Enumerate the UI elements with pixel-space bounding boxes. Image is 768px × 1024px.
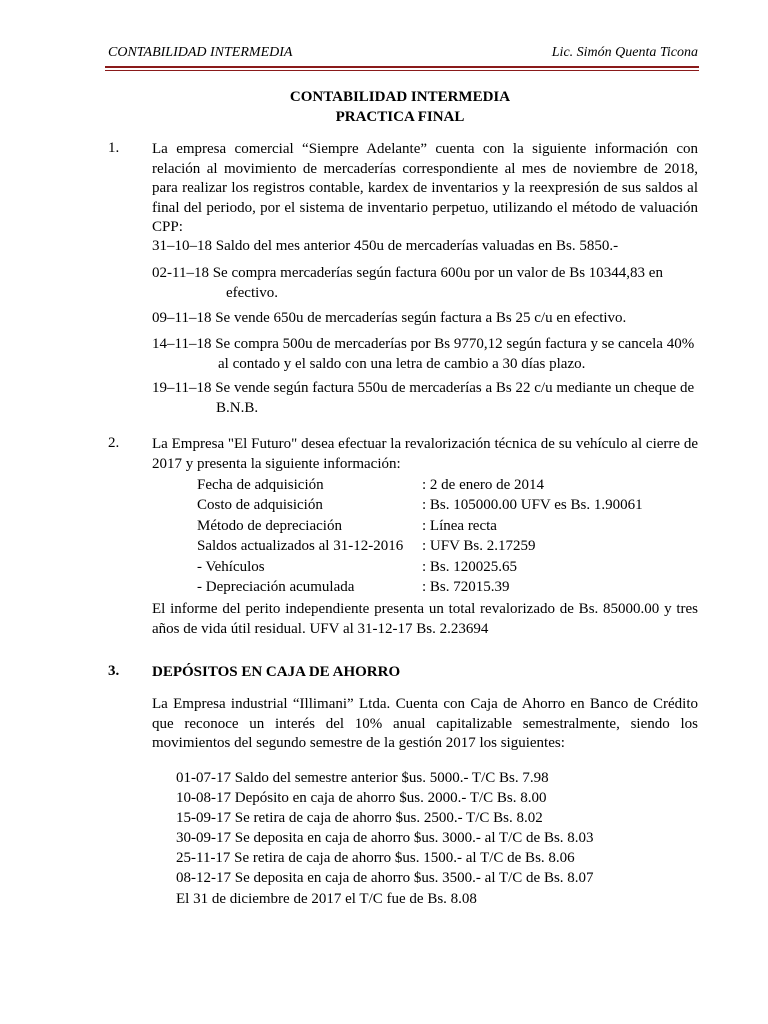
q1-entry-3-line: 09–11–18 Se vende 650u de mercaderías según factura a Bs 25 c/u en efectivo. (152, 310, 627, 326)
q2-intro: La Empresa "El Futuro" desea efectuar la revalorización técnica de su vehículo al cierre de 2017 y presenta la siguiente información: (152, 436, 698, 472)
page-header (108, 45, 698, 61)
q2-row-label: Saldos actualizados al 31-12-2016 (197, 538, 404, 554)
q2-row-label: Fecha de adquisición (197, 477, 324, 493)
q1-entry-3 (152, 309, 712, 329)
q3-intro: La Empresa industrial “Illimani” Ltda. Cuenta con Caja de Ahorro en Banco de Crédito que reconoce un interés del 10% anual capitalizable semestralmente, siendo los movimientos del segundo semestre de la gestión 2017 los siguientes: (152, 696, 698, 751)
q1-entry-5-line: 19–11–18 Se vende según factura 550u de mercaderías a Bs 22 c/u mediante un cheque de (152, 380, 695, 396)
q2-row-label: Costo de adquisición (197, 497, 323, 513)
q1-entry-4-line: 14–11–18 Se compra 500u de mercaderías por Bs 9770,12 según factura y se cancela 40% (152, 336, 695, 352)
q3-entry: 01-07-17 Saldo del semestre anterior $us. 5000.- T/C Bs. 7.98 (176, 770, 549, 786)
q2-row-label: - Vehículos (197, 559, 265, 575)
q3-entry: 25-11-17 Se retira de caja de ahorro $us. 1500.- al T/C de Bs. 8.06 (176, 850, 575, 866)
q3-closing: El 31 de diciembre de 2017 el T/C fue de Bs. 8.08 (176, 891, 477, 907)
q3-entry: 15-09-17 Se retira de caja de ahorro $us. 2500.- T/C Bs. 8.02 (176, 810, 543, 826)
q1-number: 1. (108, 140, 120, 156)
q2-closing: El informe del perito independiente presenta un total revalorizado de Bs. 85000.00 y tres años de vida útil residual. UFV al 31-12-17 Bs. 2.23694 (152, 601, 698, 637)
q3-entry: 10-08-17 Depósito en caja de ahorro $us. 2000.- T/C Bs. 8.00 (176, 790, 547, 806)
q1-intro: La empresa comercial “Siempre Adelante” cuenta con la siguiente información con relación al movimiento de mercaderías correspondiente al mes de noviembre de 2018, para realizar los registros contable, kardex de inventarios y la reexpresión de sus saldos al final del periodo, por el sistema de inventario perpetuo, utilizando el método de valuación CPP: (152, 141, 698, 235)
q3-entry: 30-09-17 Se deposita en caja de ahorro $us. 3000.- al T/C de Bs. 8.03 (176, 830, 594, 846)
q1-entry-2-line: 02-11–18 Se compra mercaderías según factura 600u por un valor de Bs 10344,83 en (152, 265, 663, 281)
q1-entry-1-line: 31–10–18 Saldo del mes anterior 450u de mercaderías valuadas en Bs. 5850.- (152, 238, 619, 254)
header-author: Lic. Simón Quenta Ticona (551, 45, 698, 60)
q1-entry-1 (152, 237, 712, 257)
document-subtitle: PRACTICA FINAL (335, 109, 465, 125)
q1-entry-5 (152, 379, 712, 418)
q3-heading: DEPÓSITOS EN CAJA DE AHORRO (152, 664, 401, 680)
q2-row-value: : Línea recta (422, 518, 497, 534)
q1-entry-2 (152, 264, 712, 303)
q1-entry-2-cont: efectivo. (226, 284, 279, 301)
q2-row-value: : Bs. 72015.39 (422, 579, 510, 595)
header-course: CONTABILIDAD INTERMEDIA (108, 45, 293, 60)
q2-row-value: : UFV Bs. 2.17259 (422, 538, 536, 554)
q2-row-label: Método de depreciación (197, 518, 342, 534)
header-rule (105, 66, 699, 68)
q2-row-label: - Depreciación acumulada (197, 579, 355, 595)
document-title: CONTABILIDAD INTERMEDIA (289, 89, 511, 105)
q1-entry-4 (152, 335, 712, 374)
q2-number: 2. (108, 435, 120, 451)
q2-row-value: : Bs. 105000.00 UFV es Bs. 1.90061 (422, 497, 643, 513)
q1-entry-4-cont: al contado y el saldo con una letra de cambio a 30 días plazo. (218, 355, 586, 372)
q2-row-value: : Bs. 120025.65 (422, 559, 518, 575)
q3-number: 3. (108, 663, 120, 679)
q2-row-value: : 2 de enero de 2014 (422, 477, 545, 493)
q1-entry-5-cont: B.N.B. (216, 399, 259, 416)
header-rule-thin (105, 70, 699, 71)
q3-entry: 08-12-17 Se deposita en caja de ahorro $us. 3500.- al T/C de Bs. 8.07 (176, 870, 594, 886)
